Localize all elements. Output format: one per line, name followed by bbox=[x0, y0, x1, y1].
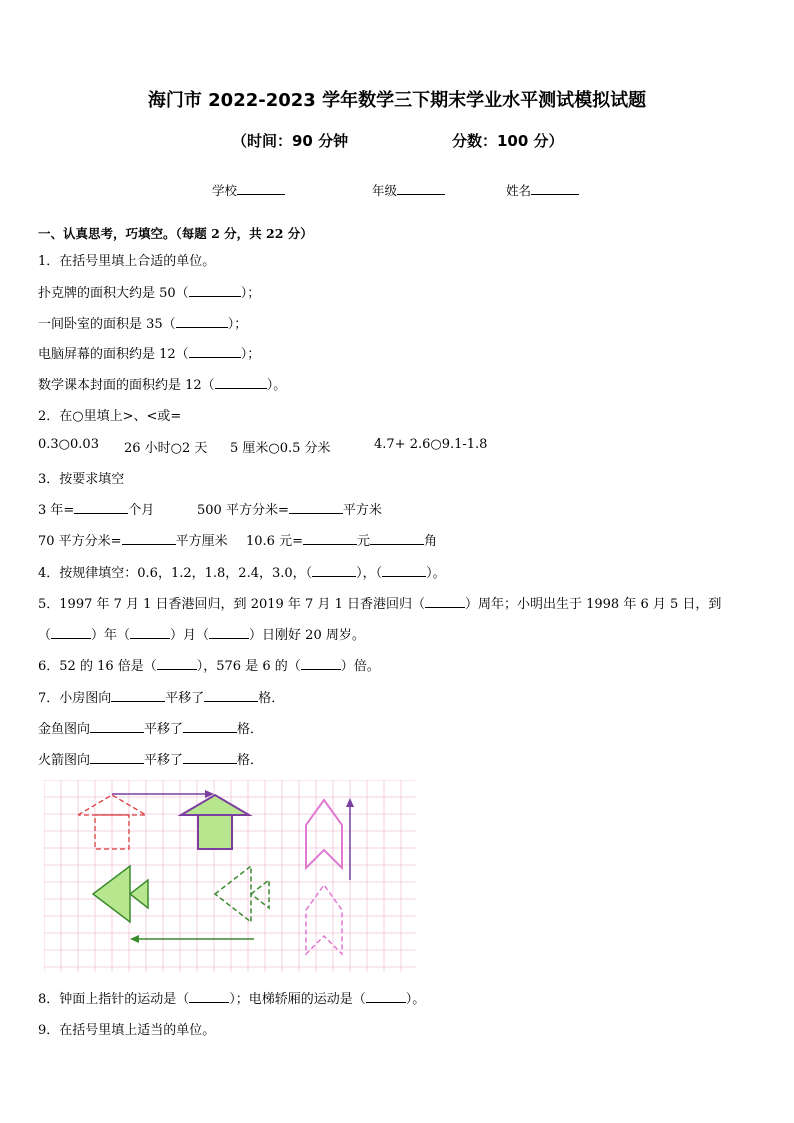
answer-blank[interactable] bbox=[122, 531, 176, 545]
q1-item-tail: ）。 bbox=[266, 378, 287, 393]
q6-text: ），576 是 6 的（ bbox=[196, 659, 301, 674]
fish-dashed bbox=[215, 866, 269, 922]
answer-blank[interactable] bbox=[215, 375, 267, 389]
q3-text: 500 平方分米= bbox=[197, 503, 289, 518]
q3-item-c bbox=[38, 530, 228, 549]
fish-solid-tail bbox=[130, 880, 148, 908]
q8-item bbox=[38, 988, 425, 1007]
fish-solid-body bbox=[93, 866, 130, 922]
q1-stem: 1．在括号里填上合适的单位。 bbox=[38, 254, 216, 269]
q4-text: ），（ bbox=[356, 566, 383, 581]
q2-item[interactable]: 4.7+ 2.6○9.1-1.8 bbox=[374, 437, 488, 452]
q7-line2 bbox=[38, 718, 263, 737]
q3-item-b bbox=[197, 499, 382, 518]
q5-text: ）年（ bbox=[91, 628, 131, 643]
answer-blank[interactable] bbox=[382, 563, 426, 577]
q7-text: 7．小房图向 bbox=[38, 691, 112, 706]
answer-blank[interactable] bbox=[370, 531, 424, 545]
grade-blank[interactable] bbox=[397, 182, 445, 195]
q7-text: 火箭图向 bbox=[38, 753, 91, 768]
q6-text: ）倍。 bbox=[340, 659, 380, 674]
q1-item bbox=[38, 374, 286, 393]
q7-text: 平移了 bbox=[165, 691, 205, 706]
arrow-left-head bbox=[130, 935, 139, 943]
q3-text: 70 平方分米= bbox=[38, 534, 122, 549]
q1-item-tail: ）； bbox=[227, 317, 248, 332]
q3-text: 个月 bbox=[128, 503, 155, 518]
q2-item[interactable]: 5 厘米○0.5 分米 bbox=[230, 441, 331, 456]
house-solid bbox=[181, 795, 249, 849]
grade-label: 年级 bbox=[372, 183, 398, 198]
fish-dashed-tail bbox=[251, 880, 269, 908]
answer-blank[interactable] bbox=[366, 989, 406, 1003]
name-field bbox=[506, 181, 579, 199]
rocket-dashed bbox=[306, 885, 342, 954]
answer-blank[interactable] bbox=[183, 719, 237, 733]
name-blank[interactable] bbox=[531, 182, 579, 195]
q5-line2 bbox=[38, 624, 365, 643]
q1-item-tail: ）； bbox=[240, 347, 261, 362]
q9-stem: 9．在括号里填上适当的单位。 bbox=[38, 1023, 216, 1038]
school-blank[interactable] bbox=[237, 182, 285, 195]
answer-blank[interactable] bbox=[183, 750, 237, 764]
page-title: 海门市 2022-2023 学年数学三下期末学业水平测试模拟试题 bbox=[147, 90, 647, 111]
name-label: 姓名 bbox=[506, 183, 532, 198]
q1-item-text: 一间卧室的面积是 35（ bbox=[38, 317, 176, 332]
arrow-up-head bbox=[346, 798, 354, 807]
q2-stem: 2．在○里填上>、<或= bbox=[38, 409, 182, 424]
q1-item-text: 扑克牌的面积大约是 50（ bbox=[38, 286, 189, 301]
answer-blank[interactable] bbox=[204, 688, 258, 702]
answer-blank[interactable] bbox=[425, 594, 465, 608]
q1-item bbox=[38, 282, 260, 301]
q3-item-a bbox=[38, 499, 154, 518]
answer-blank[interactable] bbox=[209, 625, 249, 639]
q5-text: ）周年；小明出生于 1998 年 6 月 5 日，到 bbox=[464, 597, 722, 612]
q1-item-text: 数学课本封面的面积约是 12（ bbox=[38, 378, 215, 393]
arrow-up bbox=[346, 798, 354, 880]
q4-text: 4．按规律填空：0.6，1.2，1.8，2.4，3.0，（ bbox=[38, 566, 313, 581]
q7-text: 格． bbox=[237, 722, 264, 737]
q4-item bbox=[38, 562, 446, 581]
q5-text: （ bbox=[38, 628, 52, 643]
school-label: 学校 bbox=[212, 183, 238, 198]
q7-text: 金鱼图向 bbox=[38, 722, 91, 737]
answer-blank[interactable] bbox=[301, 656, 341, 670]
house-solid-body bbox=[198, 815, 232, 849]
q5-text: ）日刚好 20 周岁。 bbox=[249, 628, 365, 643]
house-solid-roof bbox=[181, 795, 249, 815]
q6-text: 6．52 的 16 倍是（ bbox=[38, 659, 157, 674]
answer-blank[interactable] bbox=[303, 531, 357, 545]
q7-line1 bbox=[38, 687, 284, 706]
q2-item[interactable]: 0.3○0.03 bbox=[38, 437, 99, 452]
q3-text: 元 bbox=[356, 534, 370, 549]
q8-text: ）；电梯轿厢的运动是（ bbox=[229, 992, 366, 1007]
q7-line3 bbox=[38, 749, 263, 768]
answer-blank[interactable] bbox=[289, 500, 343, 514]
answer-blank[interactable] bbox=[51, 625, 91, 639]
q2-item[interactable]: 26 小时○2 天 bbox=[124, 441, 208, 456]
q7-text: 格． bbox=[258, 691, 285, 706]
answer-blank[interactable] bbox=[157, 656, 197, 670]
fish-solid bbox=[93, 866, 148, 922]
q5-line1 bbox=[38, 593, 721, 612]
q7-text: 平移了 bbox=[144, 722, 184, 737]
q3-text: 平方厘米 bbox=[175, 534, 228, 549]
answer-blank[interactable] bbox=[111, 688, 165, 702]
answer-blank[interactable] bbox=[312, 563, 356, 577]
q6-item bbox=[38, 655, 380, 674]
rocket-solid bbox=[306, 800, 342, 868]
answer-blank[interactable] bbox=[90, 750, 144, 764]
section-heading: 一、认真思考，巧填空。（每题 2 分，共 22 分） bbox=[38, 226, 313, 241]
q3-text: 角 bbox=[424, 534, 438, 549]
q4-text: ）。 bbox=[426, 566, 446, 581]
grade-field bbox=[372, 181, 445, 199]
q8-text: 8．钟面上指针的运动是（ bbox=[38, 992, 190, 1007]
q3-text: 10.6 元= bbox=[246, 534, 303, 549]
q3-text: 平方米 bbox=[342, 503, 382, 518]
q1-item bbox=[38, 343, 260, 362]
q7-text: 格． bbox=[237, 753, 264, 768]
q1-item bbox=[38, 313, 247, 332]
fish-dashed-body bbox=[215, 866, 251, 922]
answer-blank[interactable] bbox=[189, 283, 241, 297]
exam-score: 分数：100 分） bbox=[452, 132, 564, 150]
answer-blank[interactable] bbox=[90, 719, 144, 733]
translation-grid-figure bbox=[44, 780, 416, 972]
q5-text: 5．1997 年 7 月 1 日香港回归，到 2019 年 7 月 1 日香港回归（ bbox=[38, 597, 425, 612]
answer-blank[interactable] bbox=[176, 314, 228, 328]
arrow-left bbox=[130, 935, 254, 943]
q1-item-tail: ）； bbox=[240, 286, 261, 301]
exam-time: （时间：90 分钟 bbox=[232, 132, 349, 150]
answer-blank[interactable] bbox=[130, 625, 170, 639]
q1-item-text: 电脑屏幕的面积约是 12（ bbox=[38, 347, 189, 362]
q5-text: ）月（ bbox=[170, 628, 210, 643]
q7-text: 平移了 bbox=[144, 753, 184, 768]
school-field bbox=[212, 181, 285, 199]
answer-blank[interactable] bbox=[74, 500, 128, 514]
q3-text: 3 年= bbox=[38, 503, 75, 518]
q3-item-d bbox=[246, 530, 437, 549]
q8-text: ）。 bbox=[405, 992, 426, 1007]
q3-stem: 3．按要求填空 bbox=[38, 472, 125, 487]
answer-blank[interactable] bbox=[189, 344, 241, 358]
answer-blank[interactable] bbox=[189, 989, 229, 1003]
